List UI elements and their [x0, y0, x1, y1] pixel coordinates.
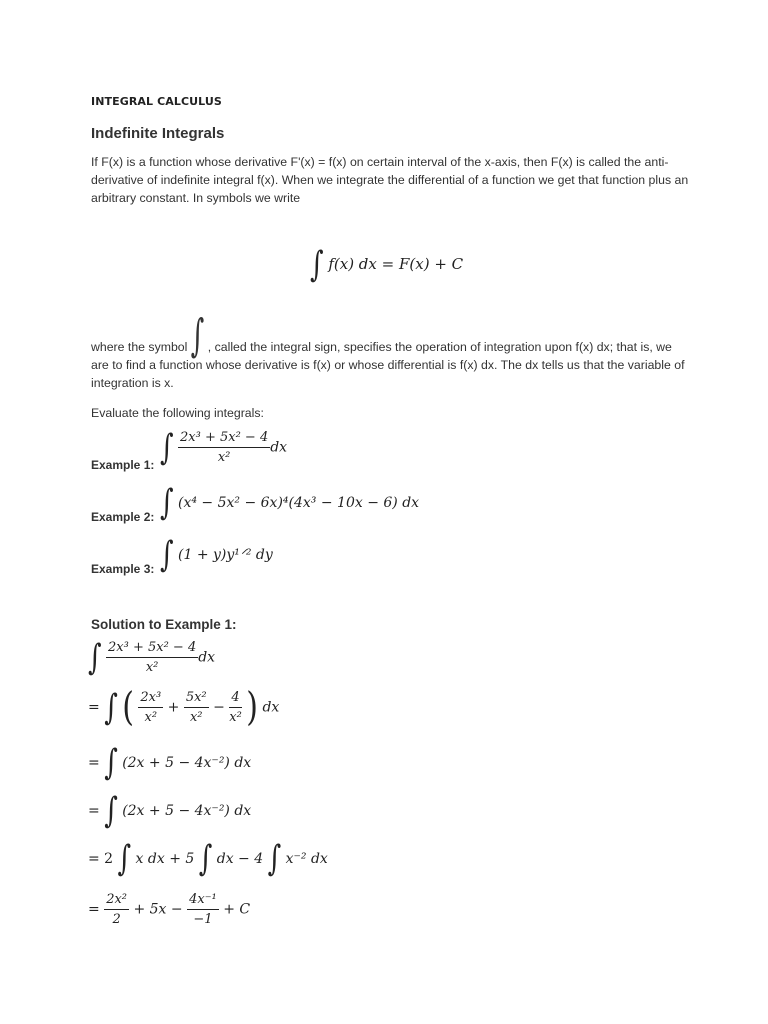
integral-sign-icon: ∫: [104, 790, 118, 832]
solution-heading: Solution to Example 1:: [91, 617, 237, 632]
integral-sign-icon: ∫: [310, 244, 324, 286]
step-2-fraction-a: [138, 690, 163, 725]
step-5-term-3: x⁻² dx: [285, 851, 328, 867]
section-heading: Indefinite Integrals: [91, 125, 225, 142]
example-1-label: Example 1:: [91, 458, 155, 472]
step-5-term-1: x dx + 5: [135, 851, 195, 867]
step-6-constant: + C: [223, 901, 251, 918]
intro-text: If F(x) is a function whose derivative F'(x) = f(x) on certain interval of the x-axis, then F(x) is called the anti-derivative of indefinite integral f(x). When we integrate the differential of a function we get that function plus an arbitrary constant. In symbols we write: [91, 155, 689, 205]
differential: dx: [198, 649, 216, 666]
equals-sign: =: [88, 803, 100, 819]
solution-step-3: [88, 742, 252, 784]
fraction-numerator: 2x²: [104, 892, 129, 910]
integral-sign-icon: ∫: [160, 427, 174, 468]
fraction-numerator: 5x²: [184, 690, 209, 708]
step-5-term-2: dx − 4: [216, 851, 264, 867]
fraction-numerator: 2x³: [138, 690, 163, 708]
step-5-coefficient: = 2: [88, 851, 114, 867]
integral-sign-icon: ∫: [104, 687, 118, 728]
solution-step-1: [88, 637, 216, 678]
step-6-middle: + 5x −: [133, 901, 183, 918]
integral-symbol-icon: ∫: [190, 311, 205, 363]
fraction-numerator: 4: [229, 690, 242, 708]
definition-expression: f(x) dx = F(x) + C: [328, 255, 464, 273]
integral-sign-icon: ∫: [117, 838, 132, 880]
page-title: INTEGRAL CALCULUS: [91, 95, 222, 108]
fraction-numerator: 4x⁻¹: [187, 892, 219, 910]
example-1-fraction: [178, 430, 270, 465]
example-1-expression: [160, 427, 288, 468]
evaluate-prompt: [91, 404, 691, 422]
fraction-denominator: x²: [144, 710, 158, 725]
differential: dx: [270, 439, 288, 456]
solution-step-4: [88, 790, 252, 832]
integral-sign-icon: ∫: [198, 838, 213, 880]
symbol-sentence-end: , called the integral sign, specifies the operation of integration upon f(x) dx; that is, we are to find a function whose derivative is f(x) or whose differential is f(x) dx. The dx tells us that the variable of integration is x.: [91, 340, 685, 390]
example-3-expression: [160, 534, 273, 576]
differential: dx: [262, 699, 280, 716]
step-1-fraction: [106, 640, 198, 675]
fraction-denominator: −1: [193, 912, 213, 927]
equals-sign: =: [88, 699, 100, 716]
fraction-numerator: 2x³ + 5x² − 4: [106, 640, 198, 658]
fraction-denominator: x²: [189, 710, 203, 725]
symbol-sentence-start: where the symbol: [91, 340, 188, 354]
step-2-fraction-b: [184, 690, 209, 725]
step-2-fraction-c: [229, 690, 242, 725]
solution-step-5: [88, 838, 328, 880]
fraction-denominator: x²: [217, 450, 231, 465]
evaluate-text: Evaluate the following integrals:: [91, 406, 264, 420]
example-2-integrand: (x⁴ − 5x² − 6x)⁴(4x³ − 10x − 6) dx: [178, 495, 420, 511]
step-4-integrand: (2x + 5 − 4x⁻²) dx: [122, 803, 252, 819]
equals-sign: =: [88, 755, 100, 771]
integral-sign-icon: ∫: [160, 482, 174, 524]
example-2-label: Example 2:: [91, 510, 155, 524]
definition-formula: [310, 244, 464, 286]
fraction-denominator: x²: [145, 660, 159, 675]
plus-sign: +: [167, 699, 180, 716]
step-6-fraction-a: [104, 892, 129, 927]
integral-sign-icon: ∫: [160, 534, 174, 576]
fraction-numerator: 2x³ + 5x² − 4: [178, 430, 270, 448]
step-6-fraction-b: [187, 892, 219, 927]
example-3-label: Example 3:: [91, 562, 155, 576]
right-paren: ): [246, 684, 259, 731]
solution-step-2: [88, 684, 280, 731]
intro-paragraph: [91, 153, 691, 207]
integral-sign-icon: ∫: [267, 838, 282, 880]
step-3-integrand: (2x + 5 − 4x⁻²) dx: [122, 755, 252, 771]
solution-step-6: [88, 892, 250, 927]
minus-sign: −: [213, 699, 225, 716]
example-2-expression: [160, 482, 420, 524]
integral-sign-icon: ∫: [104, 742, 118, 784]
fraction-denominator: x²: [229, 710, 242, 725]
fraction-denominator: 2: [112, 912, 121, 927]
example-3-integrand: (1 + y)y¹ᐟ² dy: [178, 547, 273, 563]
left-paren: (: [122, 684, 134, 731]
equals-sign: =: [88, 901, 100, 918]
integral-sign-icon: ∫: [88, 637, 102, 678]
symbol-paragraph: [91, 311, 691, 392]
